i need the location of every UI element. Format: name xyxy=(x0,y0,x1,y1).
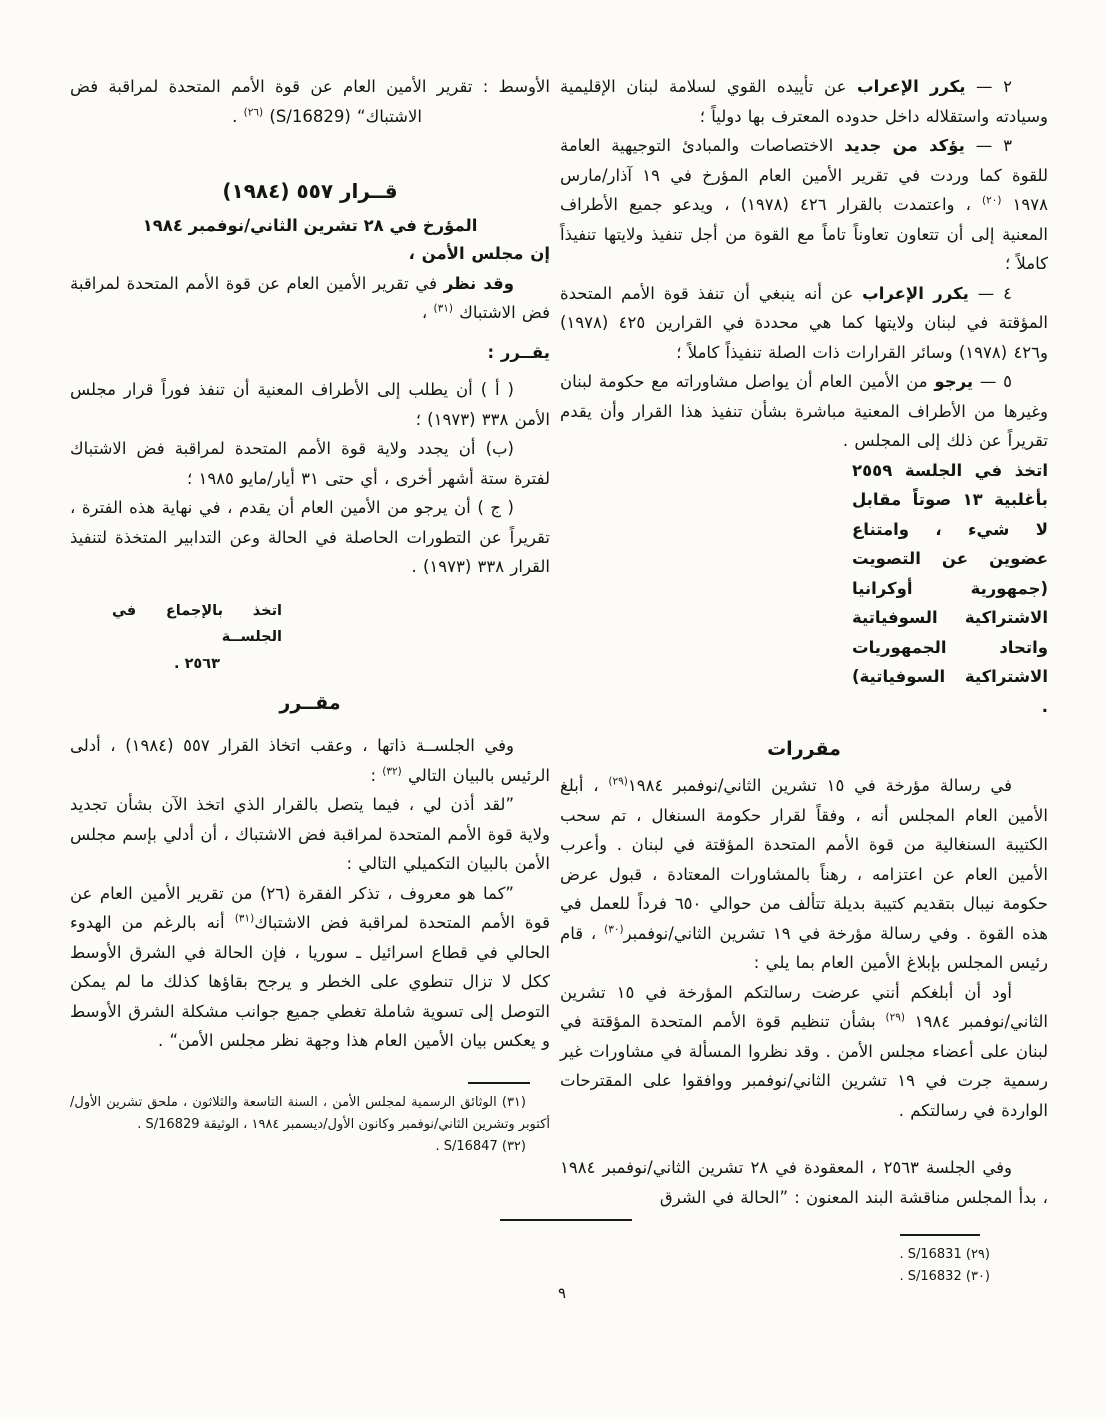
column-right xyxy=(560,72,1048,1288)
paragraph-lead: يؤكد من جديد xyxy=(844,136,965,155)
resolution-title: قــرار ٥٥٧ (١٩٨٤) xyxy=(222,179,398,203)
column-left xyxy=(70,72,550,1158)
decision-paragraph-quote-1: ”لقد أذن لي ، فيما يتصل بالقرار الذي اتخذ الآن بشأن تجديد ولاية قوة الأمم المتحدة لمراقبة فض الاشتباك ، أن أدلي بإسم مجلس الأمن بالبيان التكميلي التالي : xyxy=(70,795,550,873)
paragraph-text: ، واعتمدت بالقرار ٤٢٦ (١٩٧٨) ، ويدعو جميع الأطراف المعنية إلى أن تتعاون تعاوناً تاماً مع القوة من أجل تنفيذ ولايتها تنفيذاً كاملاً ؛ xyxy=(560,195,1048,273)
page-number: ٩ xyxy=(558,1284,567,1302)
paragraph-lead: يكرر الإعراب xyxy=(857,77,966,96)
paragraph-text: الأوسط : تقرير الأمين العام عن قوة الأمم المتحدة لمراقبة فض الاشتباك“ (S/16829) xyxy=(70,77,550,126)
paragraph-lead: يرجو xyxy=(934,372,974,391)
resolution-paragraph-5 xyxy=(560,367,1048,456)
footnote-number: (٢٩) xyxy=(965,1247,990,1262)
paragraph-text: ، xyxy=(421,303,434,322)
adoption-note-2559: اتخذ في الجلسة ٢٥٥٩ بأغلبية ١٣ صوتاً مقابل لا شيء ، وامتناع عضوين عن التصويت (جمهورية أوكرانيا الاشتراكية السوفياتية واتحاد الجمهوريات الاشتراكية السوفياتية) . xyxy=(852,460,1048,716)
footnote-separator xyxy=(468,1082,530,1084)
footnote-number: (٣١) xyxy=(501,1094,526,1110)
decision-paragraph-letter-15nov xyxy=(560,771,1048,978)
paragraph-text: بشأن تنظيم قوة الأمم المتحدة المؤقتة في لبنان على أعضاء مجلس الأمن . وقد نظروا المسألة في مشاورات غير رسمية جرت في ١٩ تشرين الثاني/نوفمبر ووافقوا على المقترحات الواردة في رسالتكم . xyxy=(560,1012,1048,1120)
footnote-text: S/16847 . xyxy=(435,1138,498,1154)
agenda-item-continuation xyxy=(70,72,550,131)
paragraph-text: وفي الجلســة ذاتها ، وعقب اتخاذ القرار ٥٥٧ (١٩٨٤) ، أدلى الرئيس بالبيان التالي xyxy=(70,736,550,785)
resolution-paragraph-2 xyxy=(560,72,1048,131)
paragraph-number: ٢ — xyxy=(976,77,1012,96)
paragraph-text: ، أبلغ الأمين العام المجلس أنه ، وفقاً لقرار حكومة السنغال ، تم سحب الكتيبة السنغالية من قوة الأمم المتحدة المؤقتة في لبنان . وأعرب الأمين العام عن اعتزامه ، رهناً بالمشاورات المعتادة ، قبول عرض حكومة نيبال بتقديم كتيبة بديلة تتألف من حوالي ٦٥٠ فرداً للعمل في هذه القوة . وفي رسالة مؤرخة في ١٩ تشرين الثاني/نوفمبر xyxy=(560,776,1048,943)
footnotes-left xyxy=(70,1092,550,1158)
operative-item-a xyxy=(70,375,550,434)
footnote-reference-20: (٢٠) xyxy=(981,194,1002,207)
footnote-number: (٣٢) xyxy=(501,1138,526,1154)
item-label: ( أ ) xyxy=(480,380,514,399)
paragraph-text: عن تأييده القوي لسلامة لبنان الإقليمية وسيادته واستقلاله داخل حدوده المعترف بها دولياً ؛ xyxy=(560,77,1048,126)
paragraph-text: ”كما هو معروف ، تذكر الفقرة (٢٦) من تقرير الأمين العام عن قوة الأمم المتحدة لمراقبة فض الاشتباك xyxy=(70,883,550,932)
decision-paragraph-meeting-2563: وفي الجلسة ٢٥٦٣ ، المعقودة في ٢٨ تشرين الثاني/نوفمبر ١٩٨٤ ، بدأ المجلس مناقشة البند المعنون : ”الحالة في الشرق xyxy=(560,1158,1048,1207)
resolution-paragraph-4 xyxy=(560,279,1048,368)
decision-paragraph-president-reply xyxy=(560,978,1048,1126)
operative-item-b xyxy=(70,434,550,493)
footnote-32 xyxy=(70,1136,550,1158)
paragraph-text: عن أنه ينبغي أن تنفذ قوة الأمم المتحدة المؤقتة في لبنان ولايتها كما هي محددة في القرارين ٤٢٥ (١٩٧٨) و٤٢٦ (١٩٧٨) وسائر القرارات ذات الصلة تنفيذاً كاملاً ؛ xyxy=(560,283,1048,362)
item-text: أن يرجو من الأمين العام أن يقدم ، في نهاية هذه الفترة ، تقريراً عن التطورات الحاصلة في الحالة وعن التدابير المتخذة لتنفيذ القرار ٣٣٨ (١٩٧٣) . xyxy=(70,498,550,576)
preamble-council: إن مجلس الأمن ، xyxy=(408,244,550,263)
footnote-text: S/16832 . xyxy=(899,1269,962,1284)
footnote-reference-30: (٣٠) xyxy=(604,923,624,935)
footnote-reference-31: (٣١) xyxy=(433,302,453,315)
paragraph-lead: يكرر الإعراب xyxy=(862,283,969,303)
paragraph-number: ٤ — xyxy=(977,283,1012,303)
decision-paragraph-statement xyxy=(70,731,550,790)
paragraph-text: في تقرير الأمين العام عن قوة الأمم المتحدة لمراقبة فض الاشتباك xyxy=(70,273,550,322)
footnote-separator xyxy=(900,1234,980,1236)
item-text: أن يطلب إلى الأطراف المعنية أن تنفذ فوراً قرار مجلس الأمن ٣٣٨ (١٩٧٣) ؛ xyxy=(70,380,550,429)
decision-heading: مقــرر xyxy=(279,692,341,714)
footnote-number: (٣٠) xyxy=(965,1269,990,1284)
paragraph-text: أود أن أبلغكم أنني عرضت رسالتكم المؤرخة في ١٥ تشرين الثاني/نوفمبر ١٩٨٤ xyxy=(560,982,1048,1031)
section-end-rule xyxy=(500,1219,632,1221)
paragraph-text: . xyxy=(232,106,244,126)
footnotes-right xyxy=(560,1244,1048,1288)
footnote-text: S/16831 . xyxy=(899,1247,962,1262)
adoption-note-line2: ٢٥٦٣ . xyxy=(174,655,220,672)
item-label: ( ج ) xyxy=(477,498,514,517)
paragraph-text: في رسالة مؤرخة في ١٥ تشرين الثاني/نوفمبر ١٩٨٤ xyxy=(627,776,1012,795)
operative-lead: يقــرر : xyxy=(487,342,550,362)
paragraph-text: من الأمين العام أن يواصل مشاوراته مع حكومة لبنان وغيرها من الأطراف المعنية مباشرة بشأن تنفيذ هذا القرار وأن يقدم تقريراً عن ذلك إلى المجلس . xyxy=(560,372,1048,450)
preamble-considered xyxy=(70,269,550,328)
paragraph-lead: وقد نظر xyxy=(443,273,514,293)
decisions-heading: مقررات xyxy=(767,738,841,760)
footnote-text: الوثائق الرسمية لمجلس الأمن ، السنة التاسعة والثلاثون ، ملحق تشرين الأول/أكتوبر وتشرين الثاني/نوفمبر وكانون الأول/ديسمبر ١٩٨٤ ، الوثيقة S/16829 . xyxy=(70,1094,550,1132)
paragraph-text: الاختصاصات والمبادئ التوجيهية العامة للقوة كما وردت في تقرير الأمين العام المؤرخ في ١٩ آذار/مارس ١٩٧٨ xyxy=(560,136,1049,214)
footnote-reference-31: (٣١) xyxy=(234,912,255,925)
footnote-30 xyxy=(560,1266,990,1288)
paragraph-text: ، قام رئيس المجلس بإبلاغ الأمين العام بما يلي : xyxy=(560,923,1048,972)
item-label: (ب) xyxy=(485,439,514,458)
footnote-31 xyxy=(70,1092,550,1136)
paragraph-text: أنه بالرغم من الهدوء الحالي في قطاع اسرائيل ـ سوريا ، فإن الحالة في الشرق الأوسط ككل لا تزال تنطوي على الخطر و يرجح بقاؤها كذلك ما لم يمكن التوصل إلى تسوية شاملة تغطي جميع جوانب مشكلة الشرق الأوسط و يعكس بيان الأمين العام هذا وجهة نظر مجلس الأمن“ . xyxy=(70,913,550,1050)
footnote-reference-32: (٣٢) xyxy=(382,765,402,777)
adoption-note-2563 xyxy=(112,598,282,678)
decision-paragraph-quote-2 xyxy=(70,879,550,1056)
footnote-reference-29: (٢٩) xyxy=(885,1011,905,1024)
paragraph-text: : xyxy=(370,765,383,785)
item-text: أن يجدد ولاية قوة الأمم المتحدة لمراقبة فض الاشتباك لفترة ستة أشهر أخرى ، أي حتى ٣١ أيار/مايو ١٩٨٥ ؛ xyxy=(70,439,550,488)
operative-item-c xyxy=(70,493,550,582)
paragraph-number: ٥ — xyxy=(979,372,1013,391)
footnote-reference-26: (٢٦) xyxy=(243,106,264,118)
resolution-paragraph-3 xyxy=(560,131,1048,279)
footnote-reference-29: (٢٩) xyxy=(608,775,628,788)
resolution-date: المؤرخ في ٢٨ تشرين الثاني/نوفمبر ١٩٨٤ xyxy=(142,216,478,235)
paragraph-number: ٣ — xyxy=(975,136,1012,155)
adoption-note-line1: اتخذ بالإجماع في الجلســة xyxy=(112,602,282,645)
footnote-29 xyxy=(560,1244,990,1266)
